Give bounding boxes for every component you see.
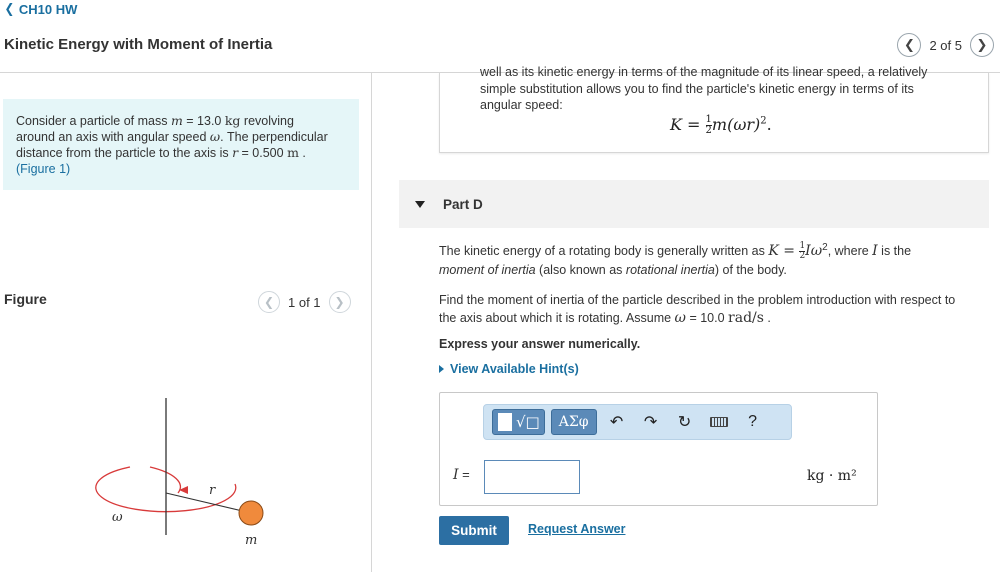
reset-button[interactable] <box>671 409 699 435</box>
help-button[interactable] <box>739 409 767 435</box>
answer-variable: I <box>453 467 459 483</box>
page-title: Kinetic Energy with Moment of Inertia <box>4 36 273 53</box>
inertia-symbol: I <box>872 243 878 260</box>
symbols-button[interactable] <box>551 409 597 435</box>
answer-unit: kg · m² <box>807 468 857 484</box>
ke-formula-rhs: Iω <box>805 243 823 260</box>
intro-text: = 0.500 <box>238 146 288 160</box>
orbit-back-arc <box>150 467 180 493</box>
view-hints-label: View Available Hint(s) <box>450 362 579 376</box>
part-d-header[interactable] <box>399 180 989 228</box>
keyboard-button[interactable] <box>705 409 733 435</box>
half-fraction: $\frac{1}{2}$ <box>705 114 712 136</box>
undo-icon: ↶ <box>609 414 624 431</box>
radius-label: r <box>209 483 216 498</box>
chevron-left-icon: ❮ <box>4 1 15 16</box>
angular-speed-unit: rad/s <box>728 310 764 326</box>
figure-pager <box>258 291 351 313</box>
intro-text: . The perpendicular <box>220 130 328 144</box>
undo-button[interactable] <box>603 409 631 435</box>
redo-icon: ↷ <box>643 414 658 431</box>
question-column <box>373 65 1000 572</box>
term-moment-of-inertia: moment of inertia <box>439 263 536 278</box>
view-hints-link[interactable] <box>439 362 579 376</box>
question-text: The kinetic energy of a rotating body is generally written as <box>439 244 769 259</box>
formula-rhs: m(ωr) <box>711 115 761 134</box>
chevron-right-icon: ❯ <box>334 295 345 309</box>
reset-icon: ↻ <box>677 414 692 431</box>
keyboard-icon <box>710 417 728 427</box>
expand-triangle-icon <box>439 365 444 373</box>
previous-part-card <box>439 65 989 153</box>
omega-symbol: ω <box>674 310 686 326</box>
intro-text: around an axis with angular speed <box>16 130 210 144</box>
intro-mass-symbol: m <box>170 113 183 128</box>
question-text: the axis about which it is rotating. Assume <box>439 311 675 325</box>
problem-intro-column <box>0 73 372 572</box>
previous-part-clipped-text: well as its kinetic energy in terms of the magnitude of its linear speed, a relatively <box>480 65 928 79</box>
figure-pager-label: 1 of 1 <box>288 294 321 310</box>
intro-mass-unit: kg <box>224 113 241 128</box>
intro-text: revolving <box>240 114 294 128</box>
chevron-left-icon: ❮ <box>263 295 275 309</box>
intro-omega-symbol: ω <box>209 129 221 144</box>
mass-label: m <box>245 533 258 548</box>
formula-lhs: K = <box>670 115 706 134</box>
intro-text: Consider a particle of mass <box>16 114 171 128</box>
figure-link[interactable]: (Figure 1) <box>16 162 71 176</box>
back-to-assignment-link[interactable] <box>4 1 77 17</box>
question-text: (also known as <box>535 263 626 278</box>
particle <box>239 501 263 525</box>
question-text: ) of the body. <box>714 263 787 278</box>
question-text: is the <box>877 244 912 259</box>
collapse-triangle-icon <box>415 201 425 208</box>
intro-text: . <box>298 146 306 160</box>
omega-label: ω <box>112 510 123 525</box>
previous-part-text: simple substitution allows you to find the particle's kinetic energy in terms of its angular speed: <box>480 82 914 112</box>
figure-heading: Figure <box>4 291 47 307</box>
chevron-left-icon: ❮ <box>904 37 915 52</box>
answer-equals: = <box>458 467 470 482</box>
ke-formula-lhs: K = <box>768 243 800 260</box>
intro-text: distance from the particle to the axis is <box>16 146 233 160</box>
half-fraction: $\frac{1}{2}$ <box>799 241 806 262</box>
next-figure-button[interactable] <box>329 291 351 313</box>
question-paragraph-1: The kinetic energy of a rotating body is generally written as K = $\frac{1}{2}$ $I\omega^2$, where I is the moment of inertia (also known as rotational inertia) of the body. <box>439 241 912 278</box>
answer-variable-label <box>453 467 470 483</box>
redo-button[interactable] <box>637 409 665 435</box>
answer-box <box>439 392 878 506</box>
problem-intro <box>3 99 359 190</box>
next-item-button[interactable] <box>970 33 994 57</box>
intro-radius-unit: m <box>287 145 299 160</box>
greek-symbols-label: ΑΣφ <box>558 414 589 430</box>
intro-radius-symbol: r <box>232 145 239 160</box>
template-box-icon <box>498 413 512 431</box>
help-icon: ? <box>748 413 757 430</box>
submit-button[interactable]: Submit <box>439 516 509 545</box>
request-answer-link[interactable]: Request Answer <box>528 522 626 536</box>
term-rotational-inertia: rotational inertia <box>625 263 715 278</box>
templates-button[interactable] <box>492 409 545 435</box>
item-pager <box>897 33 994 57</box>
rotation-figure <box>0 383 300 573</box>
intro-text: = 13.0 <box>182 114 225 128</box>
question-text: Find the moment of inertia of the particle described in the problem introduction with respect to <box>439 293 956 307</box>
previous-item-button[interactable] <box>897 33 921 57</box>
question-text: . <box>763 311 771 325</box>
sqrt-template-icon: √□ <box>516 413 540 431</box>
question-text: = 10.0 <box>685 311 729 325</box>
item-pager-label: 2 of 5 <box>929 37 962 53</box>
previous-figure-button[interactable] <box>258 291 280 313</box>
answer-instructions: Express your answer numerically. <box>439 337 641 351</box>
math-toolbar <box>483 404 792 440</box>
question-paragraph-2 <box>439 291 984 327</box>
previous-part-formula: K = $\frac{1}{2}$ $m(\omega r)^2$. <box>670 114 772 136</box>
chevron-right-icon: ❯ <box>976 37 988 52</box>
question-text: , where <box>827 244 873 259</box>
answer-input[interactable] <box>484 460 580 494</box>
back-link-label: CH10 HW <box>18 1 78 17</box>
part-label: Part D <box>443 196 483 212</box>
